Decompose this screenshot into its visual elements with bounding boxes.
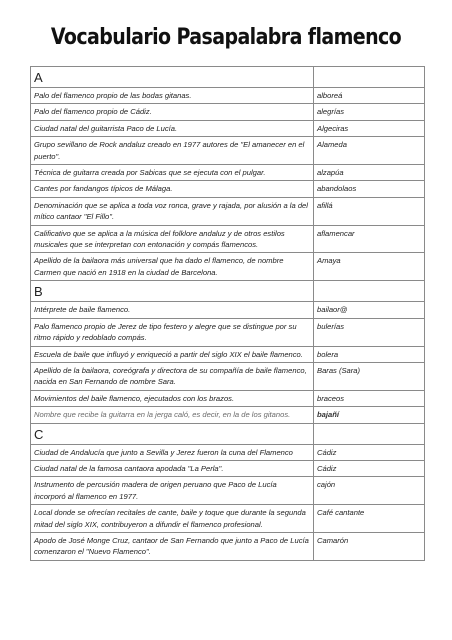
table-row bbox=[31, 120, 425, 136]
definition-cell: Apellido de la bailaora, coreógrafa y directora de su compañía de baile flamenco, nacida en San Fernando de nombre Sara. bbox=[31, 362, 314, 390]
answer-cell: alboreá bbox=[314, 88, 425, 104]
definition-cell: Calificativo que se aplica a la música del folklore andaluz y de otros estilos musicales que se interpretan con entonación y compás flamencos. bbox=[31, 225, 314, 253]
table-row bbox=[31, 532, 425, 560]
definition-cell: Apodo de José Monge Cruz, cantaor de San Fernando que junto a Paco de Lucía comenzaron el "Nuevo Flamenco". bbox=[31, 532, 314, 560]
definition-cell: Ciudad de Andalucía que junto a Sevilla y Jerez fueron la cuna del Flamenco bbox=[31, 444, 314, 460]
page-title: Vocabulario Pasapalabra flamenco bbox=[50, 24, 402, 50]
answer-cell: Algeciras bbox=[314, 120, 425, 136]
table-row bbox=[31, 362, 425, 390]
answer-cell: Alameda bbox=[314, 137, 425, 165]
table-row bbox=[31, 505, 425, 533]
answer-cell: abandolaos bbox=[314, 181, 425, 197]
table-row bbox=[31, 197, 425, 225]
definition-cell: Escuela de baile que influyó y enriqueció a partir del siglo XIX el baile flamenco. bbox=[31, 346, 314, 362]
section-header-row bbox=[31, 423, 425, 444]
answer-cell: Café cantante bbox=[314, 505, 425, 533]
answer-cell: bajañí bbox=[314, 407, 425, 423]
table-row bbox=[31, 104, 425, 120]
table-row bbox=[31, 225, 425, 253]
answer-cell: bulerías bbox=[314, 318, 425, 346]
table-row bbox=[31, 444, 425, 460]
table-row bbox=[31, 253, 425, 281]
section-header-row bbox=[31, 67, 425, 88]
section-letter: A bbox=[31, 67, 314, 88]
table-row bbox=[31, 165, 425, 181]
answer-cell: Amaya bbox=[314, 253, 425, 281]
section-letter: B bbox=[31, 281, 314, 302]
table-row bbox=[31, 181, 425, 197]
answer-cell: Cádiz bbox=[314, 444, 425, 460]
answer-cell: Baras (Sara) bbox=[314, 362, 425, 390]
section-letter-empty-cell bbox=[314, 281, 425, 302]
table-row bbox=[31, 346, 425, 362]
definition-cell: Apellido de la bailaora más universal que ha dado el flamenco, de nombre Carmen que nació en 1918 en la ciudad de Barcelona. bbox=[31, 253, 314, 281]
answer-cell: aflamencar bbox=[314, 225, 425, 253]
definition-cell: Instrumento de percusión madera de origen peruano que Paco de Lucía incorporó al flamenco en 1977. bbox=[31, 477, 314, 505]
table-row bbox=[31, 302, 425, 318]
definition-cell: Técnica de guitarra creada por Sabicas que se ejecuta con el pulgar. bbox=[31, 165, 314, 181]
definition-cell: Palo del flamenco propio de las bodas gitanas. bbox=[31, 88, 314, 104]
table-row bbox=[31, 318, 425, 346]
vocabulary-table-body bbox=[31, 67, 425, 561]
section-letter: C bbox=[31, 423, 314, 444]
table-row bbox=[31, 477, 425, 505]
answer-cell: alzapúa bbox=[314, 165, 425, 181]
answer-cell: Camarón bbox=[314, 532, 425, 560]
answer-cell: alegrías bbox=[314, 104, 425, 120]
answer-cell: bailaor@ bbox=[314, 302, 425, 318]
table-row bbox=[31, 137, 425, 165]
definition-cell: Palo del flamenco propio de Cádiz. bbox=[31, 104, 314, 120]
section-letter-empty-cell bbox=[314, 67, 425, 88]
table-row bbox=[31, 88, 425, 104]
table-row bbox=[31, 460, 425, 476]
section-letter-empty-cell bbox=[314, 423, 425, 444]
answer-cell: Cádiz bbox=[314, 460, 425, 476]
definition-cell: Movimientos del baile flamenco, ejecutados con los brazos. bbox=[31, 390, 314, 406]
answer-cell: cajón bbox=[314, 477, 425, 505]
answer-cell: braceos bbox=[314, 390, 425, 406]
section-header-row bbox=[31, 281, 425, 302]
table-row bbox=[31, 407, 425, 423]
answer-cell: afillá bbox=[314, 197, 425, 225]
table-row bbox=[31, 390, 425, 406]
vocabulary-table bbox=[30, 66, 425, 561]
definition-cell: Palo flamenco propio de Jerez de tipo festero y alegre que se distingue por su ritmo rápido y redoblado compás. bbox=[31, 318, 314, 346]
definition-cell: Local donde se ofrecían recitales de cante, baile y toque que durante la segunda mitad del siglo XIX, contribuyeron a difundir el flamenco profesional. bbox=[31, 505, 314, 533]
definition-cell: Intérprete de baile flamenco. bbox=[31, 302, 314, 318]
definition-cell: Denominación que se aplica a toda voz ronca, grave y rajada, por alusión a la del mítico cantaor "El Fillo". bbox=[31, 197, 314, 225]
answer-cell: bolera bbox=[314, 346, 425, 362]
definition-cell: Grupo sevillano de Rock andaluz creado en 1977 autores de "El amanecer en el puerto". bbox=[31, 137, 314, 165]
definition-cell: Ciudad natal del guitarrista Paco de Lucía. bbox=[31, 120, 314, 136]
definition-cell: Nombre que recibe la guitarra en la jerga caló, es decir, en la de los gitanos. bbox=[31, 407, 314, 423]
definition-cell: Ciudad natal de la famosa cantaora apodada "La Perla". bbox=[31, 460, 314, 476]
definition-cell: Cantes por fandangos típicos de Málaga. bbox=[31, 181, 314, 197]
